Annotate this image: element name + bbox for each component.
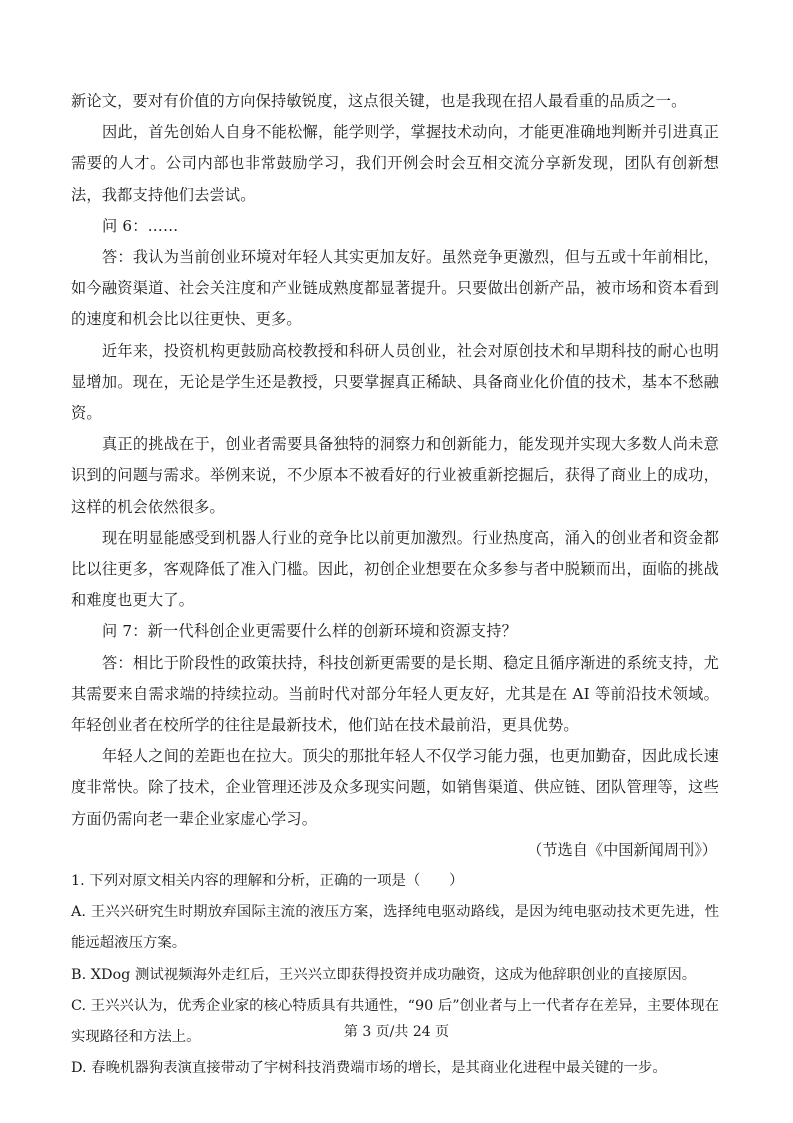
article-body [71, 86, 719, 1085]
option-a: A. 王兴兴研究生时期放弃国际主流的液压方案，选择纯电驱动路线，是因为纯电驱动技术更先进，性能远超液压方案。 [71, 904, 719, 952]
answer-6-paragraph-2: 近年来，投资机构更鼓励高校教授和科研人员创业，社会对原创技术和早期科技的耐心也明显增加。现在，无论是学生还是教授，只要掌握真正稀缺、具备商业化价值的技术，基本不愁融资。 [71, 341, 719, 423]
option-d: D. 春晚机器狗表演直接带动了宇树科技消费端市场的增长，是其商业化进程中最关键的一步。 [71, 1060, 667, 1077]
question-1-stem: 1. 下列对原文相关内容的理解和分析，正确的一项是（ ） [71, 873, 464, 890]
page-number: 第 3 页/共 24 页 [343, 1024, 450, 1040]
answer-6-paragraph-1: 答：我认为当前创业环境对年轻人其实更加友好。虽然竞争更激烈，但与五或十年前相比，如今融资渠道、社会关注度和产业链成熟度都显著提升。只要做出创新产品，被市场和资本看到的速度和机会比以往更快、更多。 [71, 248, 719, 329]
answer-6-paragraph-3: 真正的挑战在于，创业者需要具备独特的洞察力和创新能力，能发现并实现大多数人尚未意识到的问题与需求。举例来说，不少原本不被看好的行业被重新挖掘后，获得了商业上的成功，这样的机会依然很多。 [71, 435, 719, 516]
source-citation: （节选自《中国新闻周刊》） [527, 840, 717, 859]
paragraph-1: 新论文，要对有价值的方向保持敏锐度，这点很关键，也是我现在招人最看重的品质之一。 [71, 92, 687, 110]
question-6-heading: 问 6：…… [102, 216, 179, 235]
answer-7-paragraph-2: 年轻人之间的差距也在拉大。顶尖的那批年轻人不仅学习能力强，也更加勤奋，因此成长速度非常快。除了技术，企业管理还涉及众多现实问题，如销售渠道、供应链、团队管理等，这些方面仍需向老一辈企业家虚心学习。 [71, 747, 719, 828]
answer-6-paragraph-4: 现在明显能感受到机器人行业的竞争比以前更加激烈。行业热度高，涌入的创业者和资金都比以往更多，客观降低了准入门槛。因此，初创企业想要在众多参与者中脱颖而出，面临的挑战和难度也更大了。 [71, 528, 719, 610]
paragraph-2: 因此，首先创始人自身不能松懈，能学则学，掌握技术动向，才能更准确地判断并引进真正需要的人才。公司内部也非常鼓励学习，我们开例会时会互相交流分享新发现，团队有创新想法，我都支持他们去尝试。 [71, 123, 719, 204]
answer-7-paragraph-1: 答：相比于阶段性的政策扶持，科技创新更需要的是长期、稳定且循序渐进的系统支持，尤其需要来自需求端的持续拉动。当前时代对部分年轻人更友好，尤其是在 AI 等前沿技术领域。年轻创业者在校所学的往往是最新技术，他们站在技术最前沿，更具优势。 [71, 653, 719, 735]
question-7-heading: 问 7：新一代科创企业更需要什么样的创新环境和资源支持？ [102, 622, 517, 641]
option-b: B. XDog 测试视频海外走红后，王兴兴立即获得投资并成功融资，这成为他辞职创业的直接原因。 [71, 966, 697, 983]
option-c: C. 王兴兴认为，优秀企业家的核心特质具有共通性，“90 后”创业者与上一代者存在差异，主要体现在实现路径和方法上。 [71, 997, 719, 1046]
